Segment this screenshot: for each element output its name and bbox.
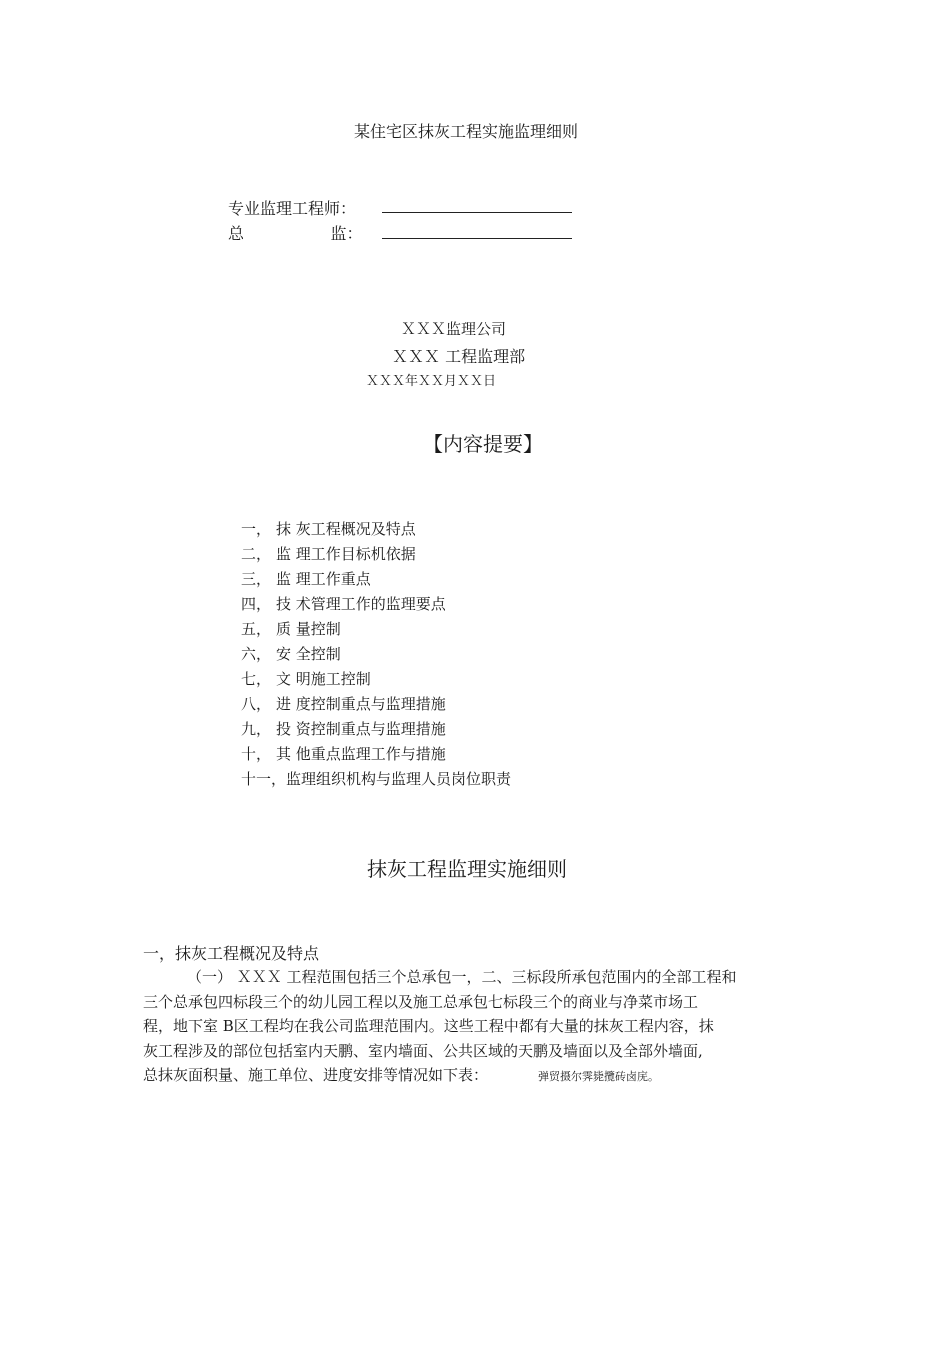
toc-item bbox=[241, 743, 446, 764]
toc-item-text: 抹 灰工程概况及特点 bbox=[276, 520, 416, 538]
toc-item-number: 四， bbox=[241, 595, 272, 613]
paragraph-line: 程，地下室 B区工程均在我公司监理范围内。这些工程中都有大量的抹灰工程内容，抹 bbox=[143, 1017, 714, 1035]
department-name: ＸＸＸ 工程监理部 bbox=[392, 347, 526, 366]
toc-item-number: 五， bbox=[241, 620, 272, 638]
paragraph-line-text: 总抹灰面积量、施工单位、进度安排等情况如下表： bbox=[143, 1066, 489, 1084]
paragraph-line: 灰工程涉及的部位包括室内天鹏、室内墙面、公共区域的天鹏及墙面以及全部外墙面, bbox=[143, 1041, 703, 1060]
toc-item-number: 十一， bbox=[241, 770, 287, 788]
main-title: 抹灰工程监理实施细则 bbox=[367, 857, 567, 881]
toc-item-number: 七， bbox=[241, 670, 272, 688]
toc-item bbox=[241, 693, 446, 714]
toc-item bbox=[241, 643, 341, 664]
toc-item-number: 六， bbox=[241, 645, 272, 663]
paragraph-line bbox=[143, 1063, 763, 1090]
signature-line-chief bbox=[382, 238, 572, 239]
toc-item bbox=[241, 543, 416, 564]
toc-item-text: 监理组织机构与监理人员岗位职责 bbox=[286, 770, 512, 788]
toc-item-number: 二， bbox=[241, 545, 272, 563]
toc-item-text: 监 理工作重点 bbox=[276, 570, 371, 588]
toc-item-text: 其 他重点监理工作与措施 bbox=[276, 745, 446, 763]
toc-item-text: 进 度控制重点与监理措施 bbox=[276, 695, 446, 713]
section-paragraph bbox=[143, 965, 763, 1090]
company-name: ＸＸＸ监理公司 bbox=[401, 320, 507, 338]
toc-item-number: 三， bbox=[241, 570, 272, 588]
toc-item bbox=[241, 768, 511, 789]
document-title: 某住宅区抹灰工程实施监理细则 bbox=[353, 122, 578, 141]
toc-item-text: 投 资控制重点与监理措施 bbox=[276, 720, 446, 738]
toc-item-text: 文 明施工控制 bbox=[276, 670, 371, 688]
toc-item-text: 安 全控制 bbox=[276, 645, 341, 663]
toc-item-number: 一， bbox=[241, 520, 272, 538]
signature-label-engineer: 专业监理工程师： bbox=[228, 199, 357, 218]
paragraph-line: 三个总承包四标段三个的幼儿园工程以及施工总承包七标段三个的商业与净菜市场工 bbox=[143, 992, 699, 1011]
toc-item bbox=[241, 718, 446, 739]
toc-item-text: 质 量控制 bbox=[276, 620, 341, 638]
toc-item-number: 八， bbox=[241, 695, 272, 713]
toc-item-number: 十， bbox=[241, 745, 272, 763]
signature-line-engineer bbox=[382, 212, 572, 213]
toc-item-text: 监 理工作目标机依据 bbox=[276, 545, 416, 563]
toc-item-number: 九， bbox=[241, 720, 272, 738]
toc-heading: 【内容提要】 bbox=[423, 432, 543, 456]
toc-item bbox=[241, 518, 416, 539]
paragraph-line: （一） ＸＸＸ 工程范围包括三个总承包一，二、三标段所承包范围内的全部工程和 bbox=[187, 968, 737, 986]
noise-text: 弹贸摄尔霁毙攬砖卤庑。 bbox=[538, 1070, 660, 1083]
toc-item bbox=[241, 618, 341, 639]
toc-item bbox=[241, 593, 446, 614]
toc-item bbox=[241, 668, 371, 689]
toc-item-text: 技 术管理工作的监理要点 bbox=[276, 595, 446, 613]
section-heading: 一，抹灰工程概况及特点 bbox=[143, 944, 320, 963]
signature-label-chief: 总 监： bbox=[228, 224, 363, 243]
document-date: ＸＸＸ年ＸＸ月ＸＸ日 bbox=[366, 374, 497, 389]
toc-item bbox=[241, 568, 371, 589]
